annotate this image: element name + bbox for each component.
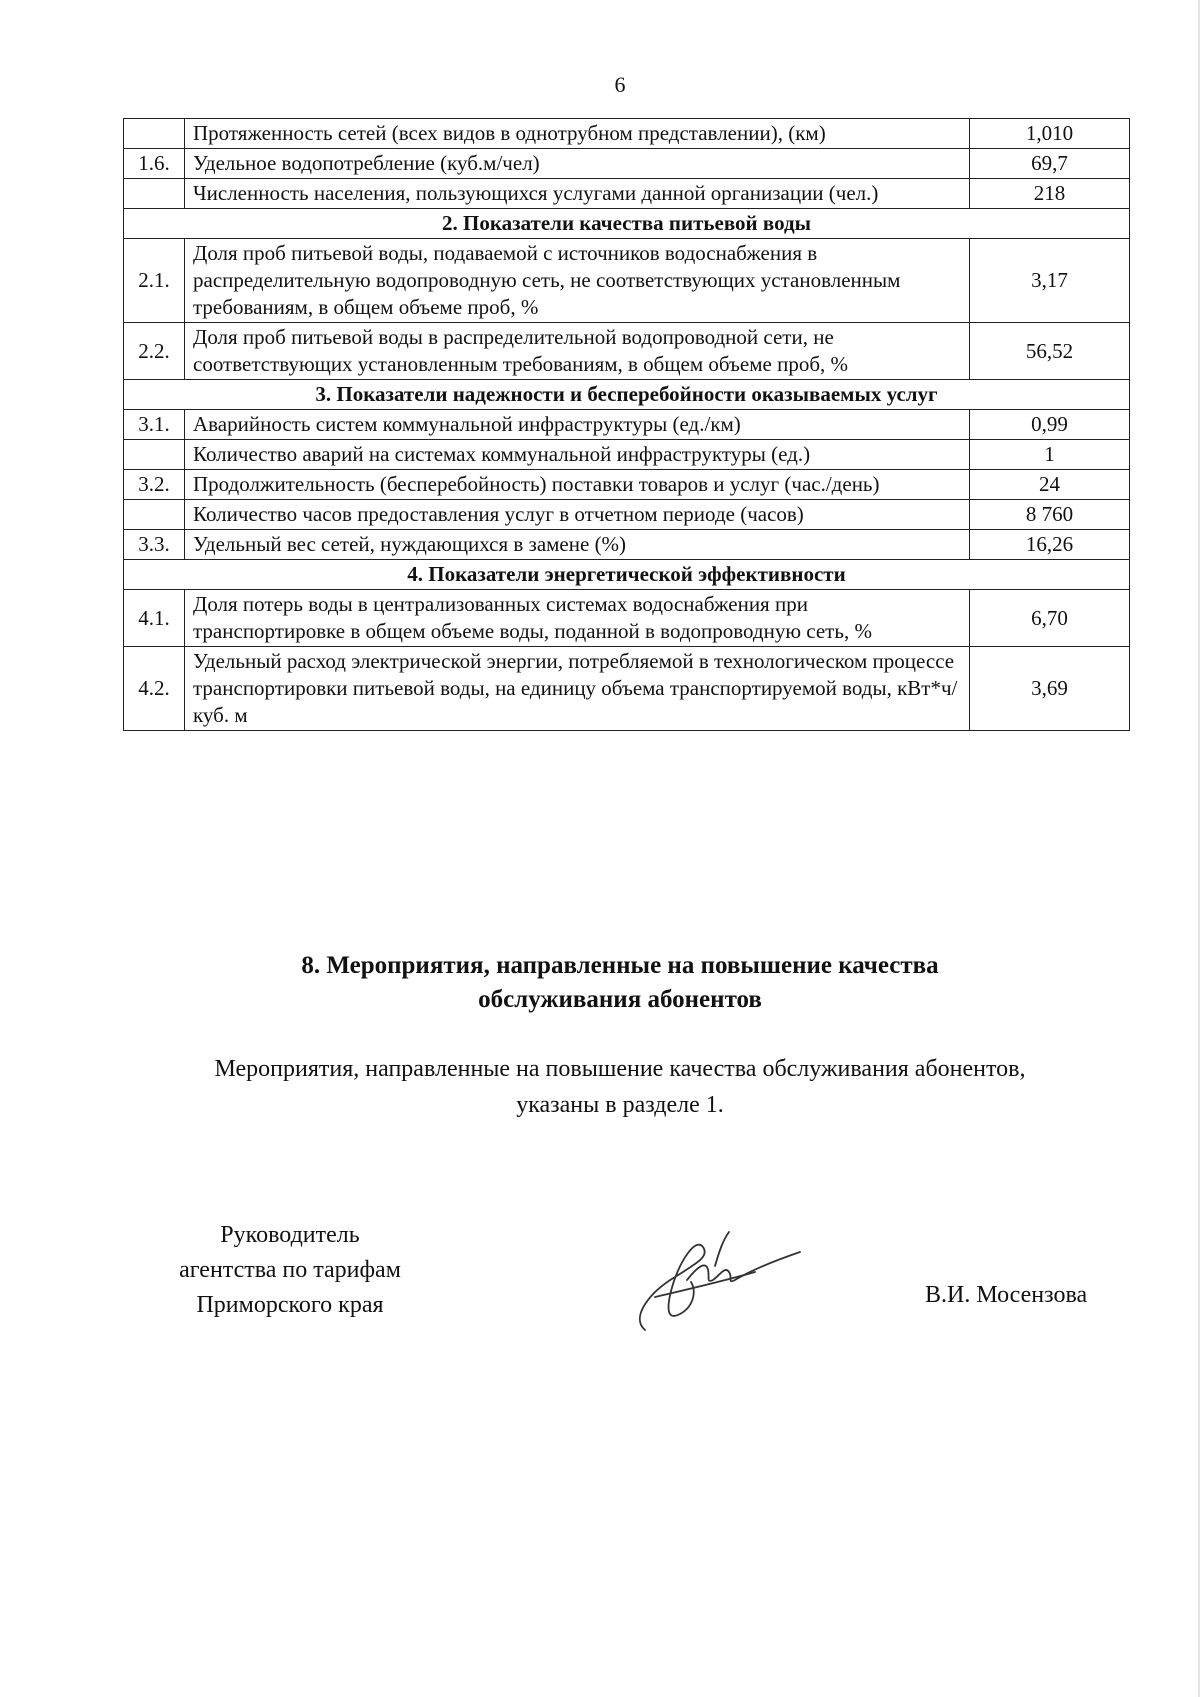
section-header: 2. Показатели качества питьевой воды [124,209,1130,239]
table-row [124,470,1130,500]
handwritten-signature [625,1222,805,1337]
row-number: 2.2. [124,323,185,380]
indicator-name: Численность населения, пользующихся услугами данной организации (чел.) [185,179,970,209]
row-number [124,440,185,470]
indicator-value: 16,26 [970,530,1130,560]
row-number [124,119,185,149]
indicator-name: Удельный вес сетей, нуждающихся в замене (%) [185,530,970,560]
section-8-paragraph-line2: указаны в разделе 1. [516,1092,724,1118]
section-8-paragraph [100,1051,1140,1123]
indicator-name: Доля потерь воды в централизованных системах водоснабжения при транспортировке в общем объеме воды, поданной в водопроводную сеть, % [185,590,970,647]
table-row [124,239,1130,323]
indicators-table [123,118,1130,731]
table-row [124,179,1130,209]
section-8-heading [150,949,1090,1017]
indicator-value: 6,70 [970,590,1130,647]
indicator-name: Доля проб питьевой воды, подаваемой с источников водоснабжения в распределительную водопроводную сеть, не соответствующих установленным требованиям, в общем объеме проб, % [185,239,970,323]
row-number: 4.1. [124,590,185,647]
table-row [124,323,1130,380]
indicator-name: Удельный расход электрической энергии, потребляемой в технологическом процессе транспортировки питьевой воды, на единицу объема транспортируемой воды, кВт*ч/куб. м [185,647,970,731]
table-row [124,530,1130,560]
table-row [124,500,1130,530]
section-header: 3. Показатели надежности и бесперебойности оказываемых услуг [124,380,1130,410]
signer-title [140,1218,440,1323]
section-8-heading-line1: 8. Мероприятия, направленные на повышение качества [301,952,939,979]
row-number: 3.1. [124,410,185,440]
row-number: 3.3. [124,530,185,560]
indicator-value: 1 [970,440,1130,470]
row-number [124,500,185,530]
page-number: 6 [614,72,626,97]
indicators-table-body [124,119,1130,731]
indicator-name: Аварийность систем коммунальной инфраструктуры (ед./км) [185,410,970,440]
indicator-value: 1,010 [970,119,1130,149]
indicator-value: 24 [970,470,1130,500]
signer-title-line3: Приморского края [196,1292,384,1318]
signer-name: В.И. Мосензова [925,1282,1088,1308]
indicator-value: 8 760 [970,500,1130,530]
row-number: 2.1. [124,239,185,323]
section-header-row [124,209,1130,239]
table-row [124,410,1130,440]
section-8-heading-line2: обслуживания абонентов [478,986,762,1013]
indicator-name: Удельное водопотребление (куб.м/чел) [185,149,970,179]
table-row [124,440,1130,470]
table-row [124,149,1130,179]
section-header-row [124,380,1130,410]
row-number: 1.6. [124,149,185,179]
row-number: 4.2. [124,647,185,731]
row-number: 3.2. [124,470,185,500]
indicator-value: 218 [970,179,1130,209]
signer-title-line2: агентства по тарифам [179,1257,401,1283]
signer-title-line1: Руководитель [220,1222,360,1248]
indicator-name: Доля проб питьевой воды в распределительной водопроводной сети, не соответствующих установленным требованиям, в общем объеме проб, % [185,323,970,380]
indicator-name: Количество часов предоставления услуг в отчетном периоде (часов) [185,500,970,530]
indicator-name: Количество аварий на системах коммунальной инфраструктуры (ед.) [185,440,970,470]
indicator-value: 3,69 [970,647,1130,731]
indicator-value: 0,99 [970,410,1130,440]
section-8-paragraph-line1: Мероприятия, направленные на повышение качества обслуживания абонентов, [214,1056,1026,1082]
section-header-row [124,560,1130,590]
indicator-name: Протяженность сетей (всех видов в однотрубном представлении), (км) [185,119,970,149]
section-header: 4. Показатели энергетической эффективности [124,560,1130,590]
table-row [124,119,1130,149]
row-number [124,179,185,209]
indicator-value: 3,17 [970,239,1130,323]
indicator-name: Продолжительность (бесперебойность) поставки товаров и услуг (час./день) [185,470,970,500]
table-row [124,647,1130,731]
indicator-value: 69,7 [970,149,1130,179]
table-row [124,590,1130,647]
indicator-value: 56,52 [970,323,1130,380]
